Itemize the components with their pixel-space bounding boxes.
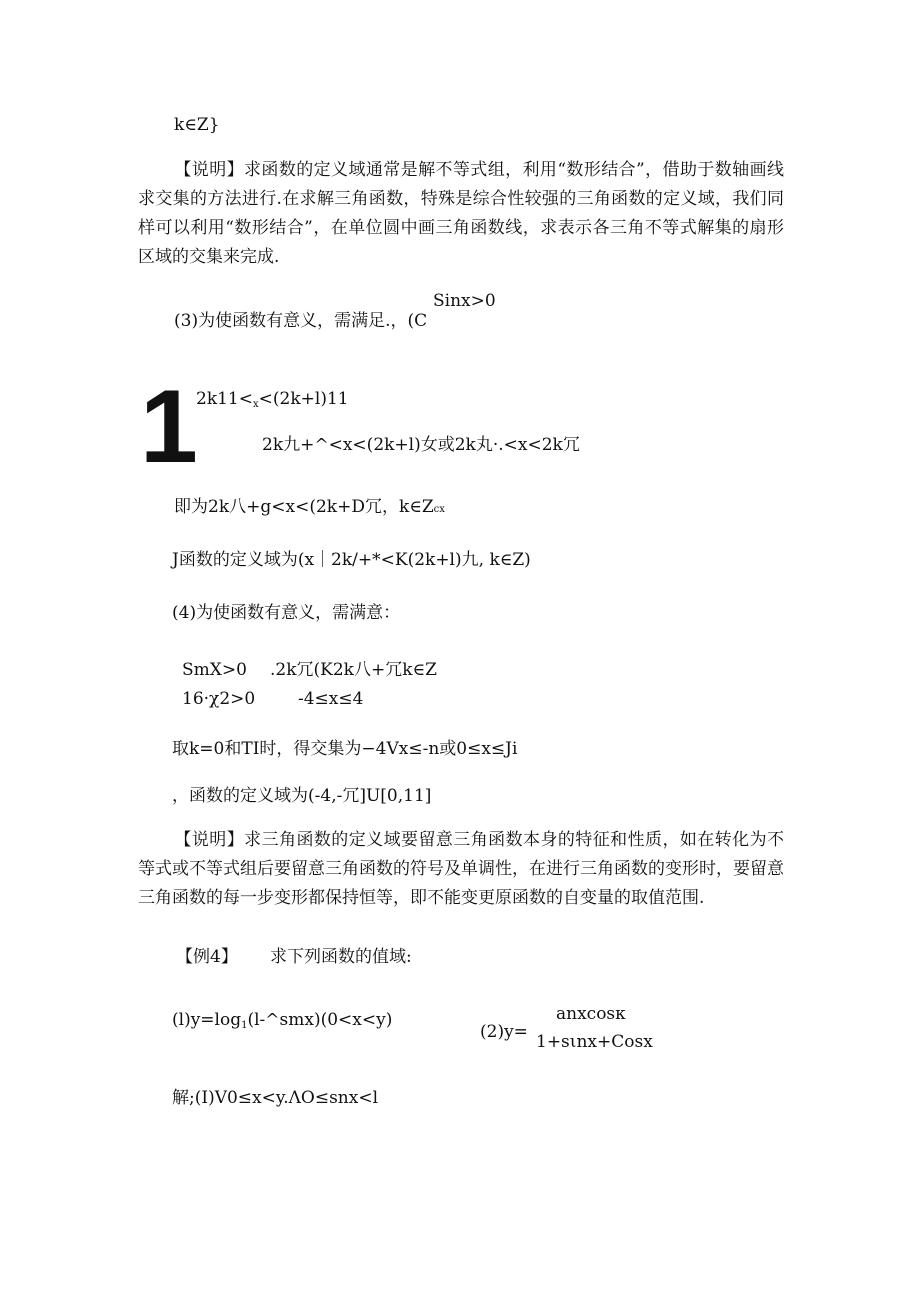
p4-intro: (4)为使函数有意义，需满意： xyxy=(172,603,401,623)
example4-label: 【例4】 xyxy=(176,947,238,967)
question-2-label: (2)y= xyxy=(480,1022,528,1042)
note2-bracket: 【说明】 xyxy=(174,830,245,850)
note-bracket: 【说明】 xyxy=(174,160,245,180)
p4-take: 取k=0和TI时，得交集为−4Vx≤-n或0≤x≤Ji xyxy=(172,739,518,759)
inequality-1-end: <(2k+l)11 xyxy=(258,389,349,409)
inequality-1-x: x xyxy=(253,399,259,410)
p3-intro: (3)为使函数有意义，需满足.，(C xyxy=(174,311,428,331)
p3-domain: J函数的定义域为(x｜2k/+*<K(2k+l)九, k∈Z) xyxy=(172,550,531,570)
example4-task: 求下列函数的值域: xyxy=(270,947,412,967)
large-digit-one: 1 xyxy=(140,369,198,485)
note-text: 求函数的定义域通常是解不等式组，利用“数形结合”，借助于数轴画线求交集的方法进行.在求解三角函数，特殊是综合性较强的三角函数的定义域，我们同样可以利用“数形结合”，在单位圆中画三角函数线，求表示各三角不等式解集的扇形区域的交集来完成. xyxy=(138,160,784,267)
question-2-denominator: 1+sιnx+Cosx xyxy=(536,1032,653,1052)
inequality-2: 2k九+^<x<(2k+l)女或2k丸·.<x<2k冗 xyxy=(262,435,580,455)
p4-domain: ，函数的定义域为(-4,-冗]U[0,11] xyxy=(172,786,432,806)
question-1-end: (l-^smx)(0<x<y) xyxy=(247,1010,393,1030)
question-1-start: (l)y=log xyxy=(172,1010,242,1030)
p4-row2-left: 16·χ2>0 xyxy=(182,689,256,709)
note2-text: 求三角函数的定义域要留意三角函数本身的特征和性质，如在转化为不等式或不等式组后要留意三角函数的符号及单调性，在进行三角函数的变形时，要留意三角函数的每一步变形都保持恒等，即不能变更原函数的自变量的取值范围. xyxy=(138,830,785,908)
note-paragraph-1 xyxy=(138,156,784,272)
p3-result-main: 即为2k八+g<x<(2k+D冗，k∈Z xyxy=(174,497,434,517)
question-2-numerator: anxcosκ xyxy=(556,1004,626,1024)
line-k-in-z: k∈Z} xyxy=(174,115,220,135)
p3-result xyxy=(174,499,445,516)
solution-line: 解;(I)V0≤x<y.ΛO≤snx<l xyxy=(172,1088,379,1108)
note-paragraph-2 xyxy=(138,826,784,913)
p4-row1-right: .2k冗(K2k八+冗k∈Z xyxy=(270,660,437,680)
p4-row2-right: -4≤x≤4 xyxy=(298,689,364,709)
question-1-log-base: 1 xyxy=(241,1020,248,1031)
inequality-1-start: 2k11< xyxy=(196,389,253,409)
p4-row1-left: SmX>0 xyxy=(182,660,247,680)
p3-result-small: cx xyxy=(433,504,445,515)
question-1 xyxy=(172,1012,392,1031)
inequality-1 xyxy=(196,391,349,410)
sin-condition: Sinx>0 xyxy=(433,291,496,311)
